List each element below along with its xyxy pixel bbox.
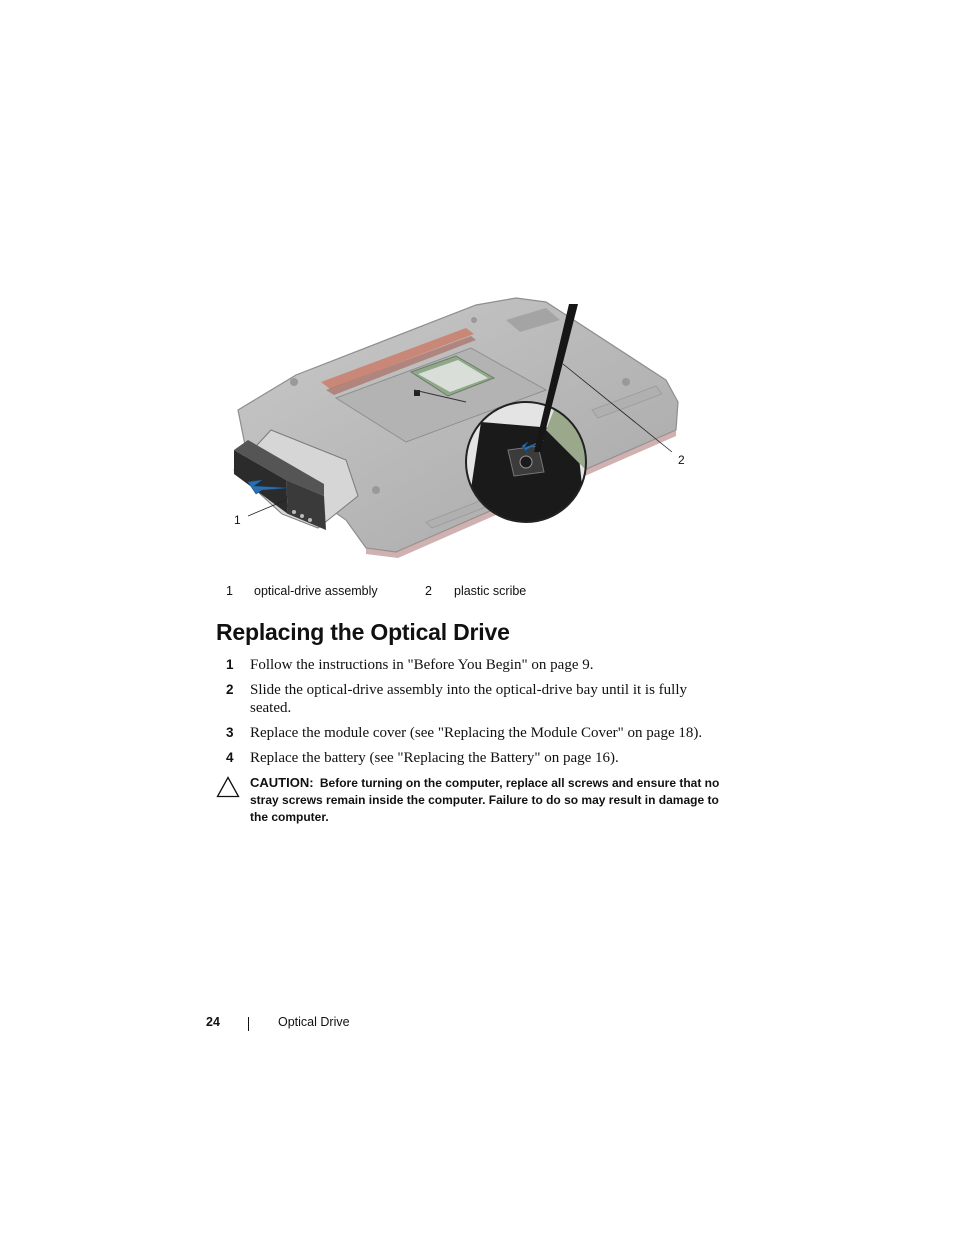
step-item — [216, 749, 726, 767]
step-item — [216, 724, 726, 742]
callout-label: optical-drive assembly — [254, 584, 378, 598]
callout-2-marker: 2 — [678, 453, 685, 467]
callout-legend — [226, 584, 696, 604]
step-text: Replace the module cover (see "Replacing the Module Cover" on page 18). — [250, 725, 703, 741]
caution-note — [216, 774, 726, 826]
section-heading: Replacing the Optical Drive — [216, 619, 510, 645]
step-item — [216, 681, 726, 717]
step-number: 2 — [226, 682, 234, 697]
step-text: Follow the instructions in "Before You Begin" on page 9. — [250, 657, 594, 673]
callout-num: 2 — [425, 584, 432, 598]
procedure-steps — [216, 656, 726, 774]
caution-triangle-icon — [216, 776, 240, 798]
callout-num: 1 — [226, 584, 233, 598]
step-number: 3 — [226, 725, 234, 740]
caution-text-block — [250, 774, 726, 826]
step-number: 1 — [226, 657, 234, 672]
step-text: Replace the battery (see "Replacing the Battery" on page 16). — [250, 750, 619, 766]
footer-divider — [248, 1017, 249, 1031]
step-number: 4 — [226, 750, 234, 765]
step-item — [216, 656, 726, 674]
footer-section-title: Optical Drive — [278, 1015, 350, 1029]
caution-label: CAUTION: — [250, 775, 314, 790]
optical-drive-illustration — [226, 290, 696, 560]
caution-text: Before turning on the computer, replace all screws and ensure that no stray screws remain inside the computer. Failure to do so may result in damage to the computer. — [250, 776, 720, 824]
step-text: Slide the optical-drive assembly into the optical-drive bay until it is fully seated. — [250, 682, 687, 716]
callout-1-marker: 1 — [234, 513, 241, 527]
callout-label: plastic scribe — [454, 584, 527, 598]
page-number: 24 — [206, 1015, 220, 1029]
